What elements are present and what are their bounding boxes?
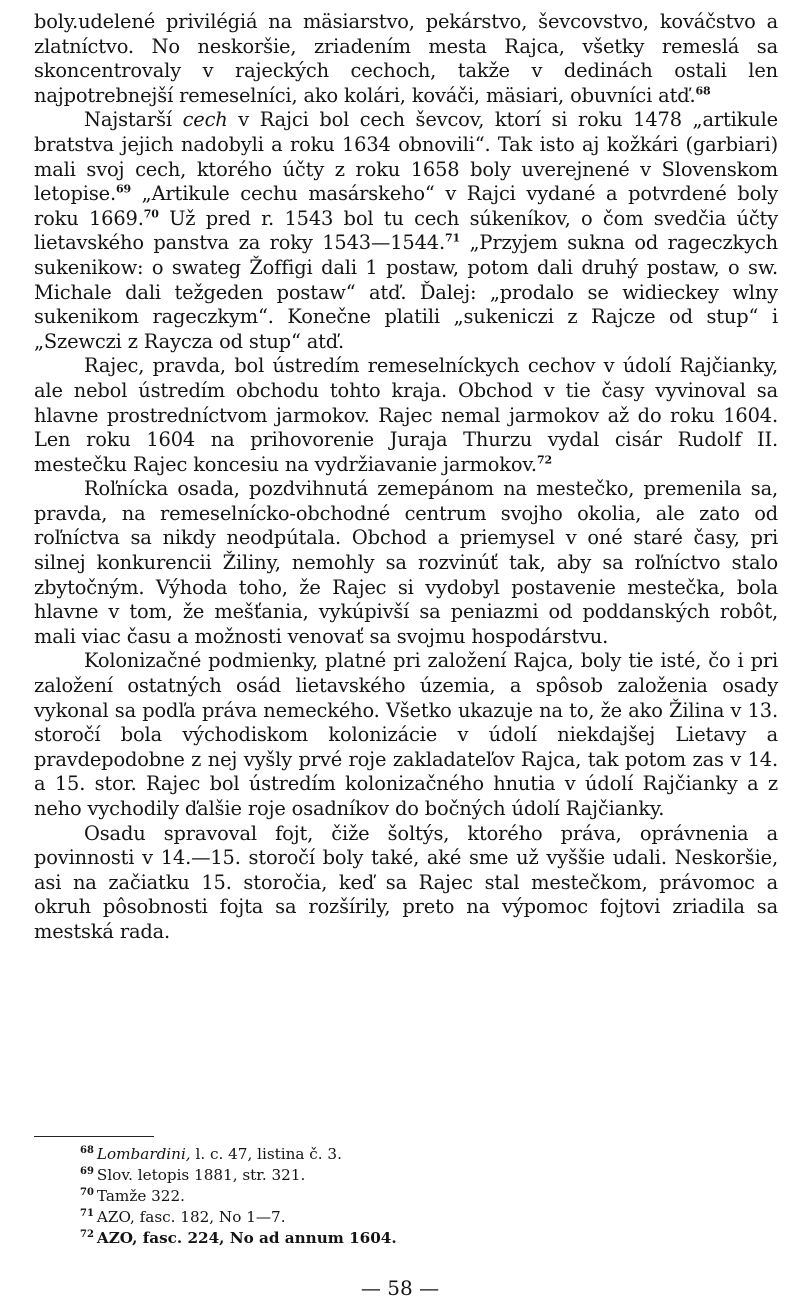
- paragraph-text: Najstarší: [84, 108, 183, 132]
- footnote-reference: 71: [444, 231, 460, 245]
- footnote-text: l. c. 47, listina č. 3.: [190, 1145, 342, 1163]
- paragraph-text: Osadu spravoval fojt, čiže šoltýs, ktorého práva, oprávnenia a povinnosti v 14.—15. storočí boly také, aké sme už vyššie udali. Neskoršie, asi na začiatku 15. storočia, keď sa Rajec stal mestečkom, právomoc a okruh pôsobnosti fojta sa rozšírily, preto na výpomoc fojtovi zriadila sa mestská rada.: [34, 821, 778, 943]
- paragraph-text: Kolonizačné podmienky, platné pri založení Rajca, boly tie isté, čo i pri založení ostatných osád lietavského územia, a spôsob založenia osady vykonal sa podľa práva nemeckého. Všetko ukazuje na to, že ako Žilina v 13. storočí bola východiskom kolonizácie v údolí niekdajšej Lietavy a pravdepodobne z nej vyšly prvé roje zakladateľov Rajca, tak potom zas v 14. a 15. stor. Rajec bol ústredím kolonizačného hnutia v údolí Rajčianky a z neho vychodily ďalšie roje osadníkov do bočných údolí Rajčianky.: [34, 649, 778, 820]
- paragraph-text: boly.udelené privilégiá na mäsiarstvo, pekárstvo, ševcovstvo, kováčstvo a zlatníctvo. No neskoršie, zriadením mesta Rajca, všetky remeslá sa skoncentrovaly v rajeckých cechoch, takže v dedinách ostali len najpotrebnejší remeselníci, ako kolári, kováči, mäsiari, obuvníci atď.: [34, 10, 778, 107]
- page-number: — 58 —: [360, 1276, 440, 1300]
- footnote-reference: 69: [116, 182, 132, 196]
- footnote-text: AZO, fasc. 224, No ad annum 1604.: [96, 1229, 397, 1247]
- footnote: [80, 1207, 680, 1228]
- paragraph: [34, 354, 778, 477]
- paragraph-text: „Przyjem sukna od rageczkych sukenikow: o swateg Žoffigi dali 1 postaw, potom dali druhý postaw, o sw. Michale dali težgeden postaw“ atď. Ďalej: „prodalo se widieckey wlny sukenikom rageczkym“. Konečne platili „sukeniczi z Rajcze od stup“ i „Szewczi z Raycza od stup“ atď.: [34, 231, 778, 353]
- paragraph: [34, 477, 778, 649]
- footnote-text: Slov. letopis 1881, str. 321.: [96, 1166, 306, 1184]
- paragraph-text: Už pred r. 1543 bol tu cech súkeníkov, o čom svedčia účty lietavského panstva za roky 1543—1544.: [34, 206, 778, 255]
- footnote-divider: [34, 1136, 154, 1137]
- paragraph-text: Rajec, pravda, bol ústredím remeselníckych cechov v údolí Rajčianky, ale nebol ústredím obchodu tohto kraja. Obchod v tie časy vyvinoval sa hlavne prostredníctvom jarmokov. Rajec nemal jarmokov až do roku 1604. Len roku 1604 na prihovorenie Juraja Thurzu vydal cisár Rudolf II. mestečku Rajec koncesiu na vydržiavanie jarmokov.: [34, 354, 778, 476]
- paragraph: [34, 10, 778, 108]
- paragraph: [34, 108, 778, 354]
- footnote-number: 68: [80, 1144, 94, 1156]
- footnote-author: Lombardini,: [96, 1145, 191, 1163]
- paragraph-text: v Rajci bol cech ševcov, ktorí si roku 1478 „artikule bratstva jejich nadobyli a roku 1634 obnovili“. Tak isto aj kožkári (garbiari) mali svoj cech, ktorého účty z roku 1658 boly uverejnené v Slovenskom letopise.: [34, 108, 778, 206]
- footnote: [80, 1186, 680, 1207]
- footnote-reference: 72: [536, 453, 552, 467]
- page-body: [34, 10, 778, 945]
- footnote-text: Tamže 322.: [96, 1187, 185, 1205]
- footnote: [80, 1228, 680, 1249]
- footnote-number: 72: [80, 1228, 94, 1240]
- footnote-number: 70: [80, 1186, 94, 1198]
- paragraph: [34, 649, 778, 821]
- footnote-reference: 70: [143, 207, 159, 221]
- footnote: [80, 1165, 680, 1186]
- paragraph-text: Roľnícka osada, pozdvihnutá zemepánom na mestečko, premenila sa, pravda, na remeselnícko-obchodné centrum svojho okolia, ale zato od roľníctva sa nikdy neodpútala. Obchod a priemysel v oné staré časy, pri silnej konkurencii Žiliny, nemohly sa rozvinúť tak, aby sa roľníctvo stalo zbytočným. Výhoda toho, že Rajec si vydobyl postavenie mestečka, bola hlavne v tom, že mešťania, vykúpivší sa peniazmi od poddanských robôt, mali viac času a možnosti venovať sa svojmu hospodárstvu.: [34, 477, 778, 648]
- footnotes: [80, 1144, 680, 1249]
- footnote-text: AZO, fasc. 182, No 1—7.: [96, 1208, 286, 1226]
- footnote: [80, 1144, 680, 1165]
- footnote-number: 69: [80, 1165, 94, 1177]
- footnote-number: 71: [80, 1207, 94, 1219]
- emphasized-text: cech: [182, 108, 228, 132]
- paragraph-text: „Artikule cechu masárskeho“ v Rajci vydané a potvrdené boly roku 1669.: [34, 182, 778, 230]
- paragraph: [34, 822, 778, 945]
- footnote-reference: 68: [695, 84, 711, 98]
